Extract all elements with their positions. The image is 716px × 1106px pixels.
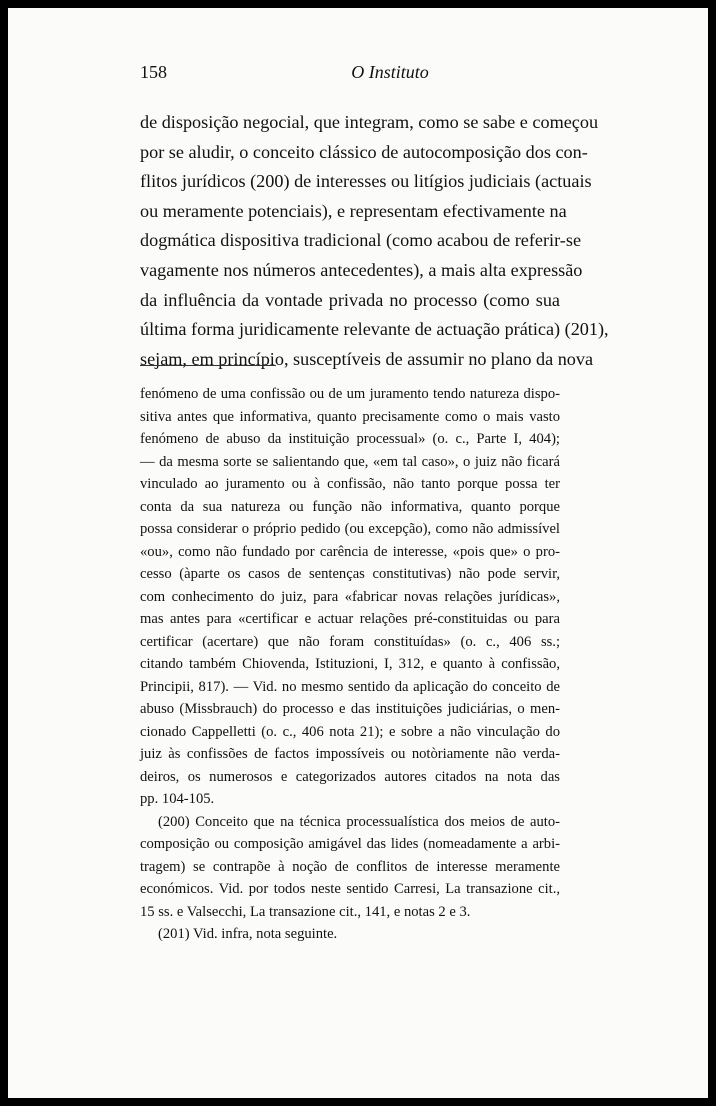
footnote-200-line: composição ou composição amigável das lides (nomeadamente a arbi- — [140, 836, 560, 852]
footnote-line: vinculado ao juramento ou à confissão, não tanto porque possa ter — [140, 476, 560, 492]
body-line: de disposição negocial, que integram, como se sabe e começou — [140, 112, 599, 132]
footnote-201-line: (201) Vid. infra, nota seguinte. — [158, 926, 338, 942]
running-head: O Instituto — [351, 62, 429, 82]
footnote-line: deiros, os numerosos e categorizados autores citados na nota das — [140, 768, 560, 785]
footnote-200-line: tragem) se contrapõe à noção de conflitos de interesse meramente — [140, 858, 560, 875]
body-line: da influência da vontade privada no processo (como sua — [140, 289, 560, 310]
body-line: por se aludir, o conceito clássico de autocomposição dos con- — [140, 141, 588, 162]
footnotes — [140, 383, 560, 946]
footnote-200-line: (200) Conceito que na técnica processualística dos meios de auto- — [158, 813, 560, 830]
footnote-line: — da mesma sorte se salientando que, «em tal caso», o juiz não ficará — [140, 453, 560, 470]
body-line: flitos jurídicos (200) de interesses ou litígios judiciais (actuais — [140, 171, 592, 192]
body-line: última forma juridicamente relevante de actuação prática) (201), — [140, 319, 609, 340]
body-line: vagamente nos números antecedentes), a mais alta expressão — [140, 259, 583, 280]
footnote-line: abuso (Missbrauch) do processo e das instituições judiciárias, o men- — [140, 701, 560, 717]
footnote-line: Principii, 817). — Vid. no mesmo sentido da aplicação do conceito de — [140, 678, 560, 695]
footnote-line: «ou», como não fundado por carência de interesse, «pois que» o pro- — [140, 543, 560, 560]
footnote-line: conta da sua natureza ou função não informativa, quanto porque — [140, 498, 560, 515]
page-header — [140, 62, 560, 86]
footnote-line: citando também Chiovenda, Istituzioni, I, 312, e quanto à confissão, — [140, 656, 560, 672]
footnote-separator — [140, 365, 276, 366]
footnote-line: fenómeno de abuso da instituição processual» (o. c., Parte I, 404); — [140, 431, 560, 447]
body-line: sejam, em princípio, susceptíveis de assumir no plano da nova — [140, 348, 594, 369]
footnote-line: pp. 104-105. — [140, 791, 215, 807]
footnote-line: certificar (acertare) que não foram constituídas» (o. c., 406 ss.; — [140, 633, 560, 650]
body-line: dogmática dispositiva tradicional (como acabou de referir-se — [140, 230, 582, 251]
footnote-200-line: 15 ss. e Valsecchi, La transazione cit., 141, e notas 2 e 3. — [140, 903, 471, 920]
footnote-line: possa considerar o próprio pedido (ou excepção), como não admissível — [140, 521, 560, 537]
footnote-line: juiz às confissões de factos impossíveis ou notòriamente não verda- — [140, 746, 560, 762]
body-line: ou meramente potenciais), e representam efectivamente na — [140, 200, 567, 221]
footnote-line: fenómeno de uma confissão ou de um juramento tendo natureza dispo- — [140, 386, 560, 402]
footnote-line: com conhecimento do juiz, para «fabricar novas relações jurídicas», — [140, 588, 560, 605]
footnote-line: cesso (àparte os casos de sentenças constitutivas) não pode servir, — [140, 566, 560, 582]
footnote-line: mas antes para «certificar e actuar relações pré-constituidas ou para — [140, 611, 560, 627]
page-number: 158 — [140, 62, 167, 82]
footnote-line: sitiva antes que informativa, quanto precisamente como o mais vasto — [140, 408, 560, 425]
main-body-text — [140, 108, 609, 374]
footnote-line: cionado Cappelletti (o. c., 406 nota 21); e sobre a não vinculação do — [140, 723, 560, 740]
footnote-200-line: económicos. Vid. por todos neste sentido Carresi, La transazione cit., — [140, 881, 560, 897]
